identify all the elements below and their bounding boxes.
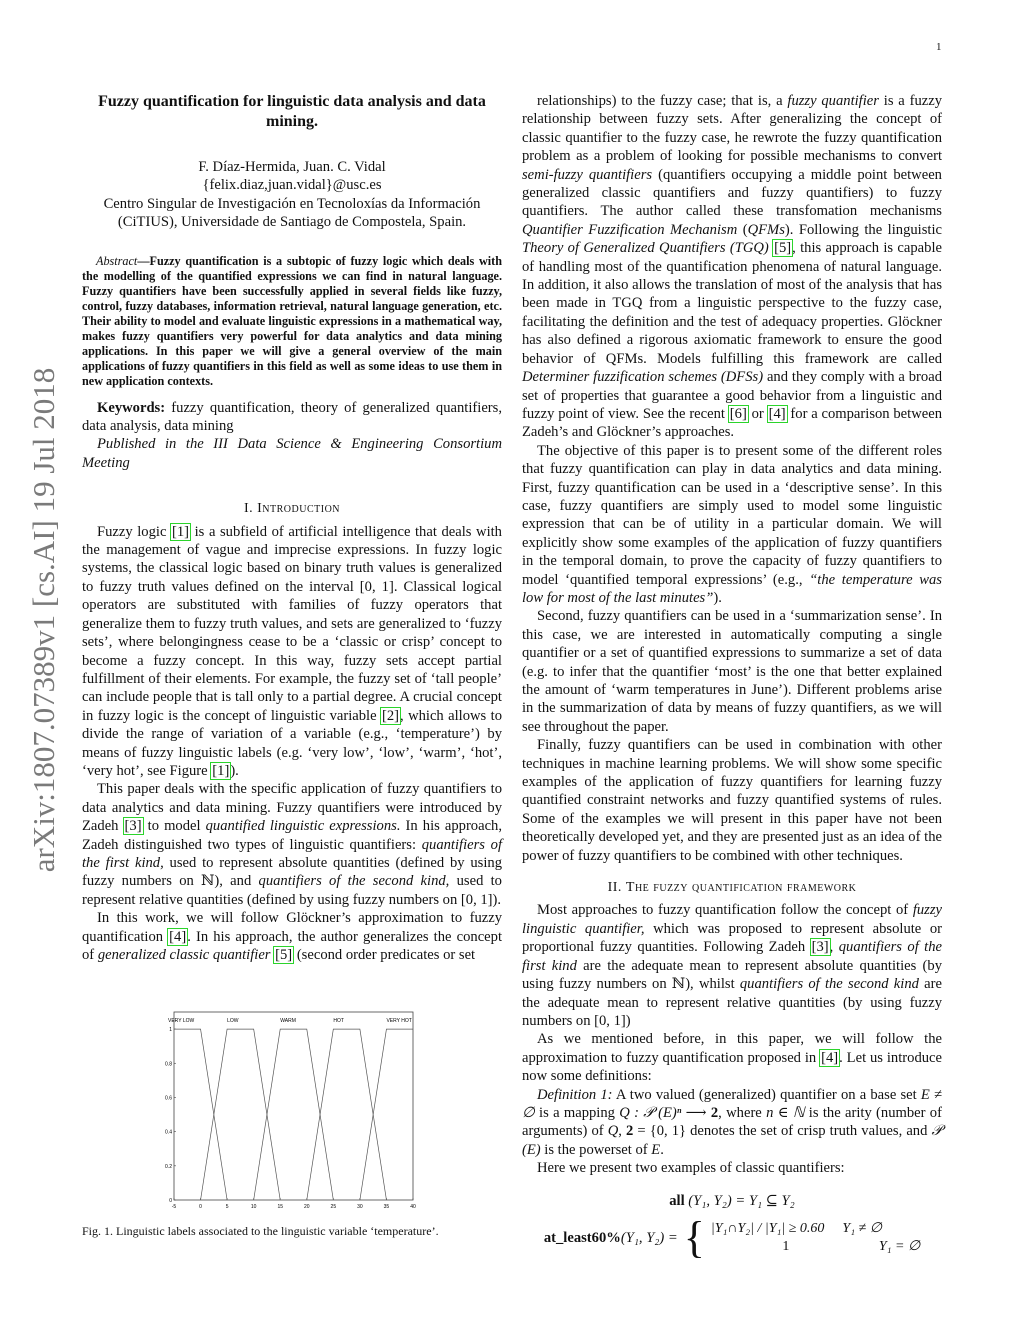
- text-run: fuzzy linguistic quantifier,: [522, 902, 942, 937]
- text-run: (second order predicates or set: [293, 947, 476, 963]
- paragraph: [82, 909, 502, 964]
- x-tick-label: 20: [303, 1204, 310, 1210]
- text-run: relationships) to the fuzzy case; that is, a: [537, 93, 788, 109]
- text-run: n ∈ ℕ: [766, 1104, 805, 1121]
- text-run: quantified linguistic expressions.: [205, 818, 401, 835]
- section-heading-introduction: [82, 500, 502, 518]
- text-run: = {0, 1} denotes the set of crisp truth values, and: [633, 1123, 932, 1140]
- text-run: quantifiers of the first kind: [522, 939, 943, 974]
- text-run: . Let us introduce now some definitions:: [522, 1049, 942, 1085]
- authors: F. Díaz-Hermida, Juan. C. Vidal: [198, 159, 386, 175]
- text-run: Finally, fuzzy quantifiers can be used in combination with other techniques in machine learning problems. We will show some specific examples of the application of fuzzy quantifiers for learning fuzzy quantified constraint networks and fuzzy quantified systems of rules. Some of the examples we will present in this paper have not been theoretically developed yet, and they are presented just as an idea of the power of fuzzy quantifiers to be combined with other techniques.: [522, 737, 942, 864]
- plot-frame: [174, 1012, 413, 1200]
- text-run: Keywords:: [97, 399, 166, 416]
- text-run: is a fuzzy relationship between fuzzy sets. After generalizing the concept of classic quantifier to the fuzzy case, he rewrote the fuzzy quantification problem as a problem of looking for possible mechanisms to convert: [522, 93, 942, 165]
- text-run: “the temperature was low for most of the last minutes”: [522, 571, 942, 606]
- text-run: Most approaches to fuzzy quantification follow the concept of: [537, 902, 913, 919]
- text-run: quantifiers of the second kind,: [258, 873, 450, 890]
- text-run: Here we present two examples of classic quantifiers:: [537, 1160, 845, 1177]
- x-tick-label: 0: [199, 1204, 202, 1210]
- text-run: quantifiers of the second kind: [739, 976, 919, 993]
- text-run: Determiner fuzzification schemes (DFSs): [522, 369, 764, 386]
- text-run: Quantifier Fuzzification Mechanism: [522, 221, 738, 238]
- text-run: —Fuzzy quantification is a subtopic of fuzzy logic which deals with the modelling of the quantified expressions we can find in natural language. Fuzzy quantifiers have been successfully applied in several fields like fuzzy, control, fuzzy databases, information retrieval, natural language generation, etc. Their ability to model and evaluate linguistic expressions in a mathematical way, makes fuzzy quantifiers very powerful for data analytics and data mining applications. In this paper we will give a general overview of the main applications of fuzzy quantifiers in this field as well as some ideas to use them in new application contexts.: [82, 253, 502, 388]
- text-run: Second, fuzzy quantifiers can be used in a ‘summarization sense’. In this case, we are interested in automatically computing a single quantifier or a set of quantified expressions to summarize a set of data (e.g. to infer that the quantifier ‘most’ is the one that better explained the amount of ‘warm temperatures in June’). Different problems arise in the summarization of data by means of fuzzy quantifiers, as we will see throughout the paper.: [522, 608, 942, 735]
- series-line-very-hot: [360, 1029, 413, 1200]
- equation-at-least: [522, 1212, 942, 1262]
- case-condition: Y₁ = ∅: [878, 1238, 921, 1254]
- text-run: In this work, we will follow Glöckner’s approximation to fuzzy quantification: [82, 910, 502, 945]
- paragraph: [82, 523, 502, 781]
- citation-link[interactable]: [6]: [729, 405, 747, 422]
- y-tick-label: 0.8: [165, 1061, 172, 1068]
- paragraph: [522, 92, 942, 442]
- section-number: I.: [243, 501, 258, 517]
- text-run: Published in the III Data Science & Engineering Consortium Meeting: [82, 436, 502, 471]
- citation-link[interactable]: [4]: [169, 928, 187, 945]
- series-line-very-low: [174, 1029, 227, 1200]
- text-run: 2: [626, 1123, 634, 1140]
- text-run: fuzzy quantification, theory of generalized quantifiers, data analysis, data mining: [82, 399, 502, 435]
- paper-title: Fuzzy quantification for linguistic data analysis and data mining.: [98, 93, 486, 130]
- text-run: , this approach is capable of handling most of the quantification phenomena of natural language. In addition, it also allows the translation of most of the analysis that has been made in TGQ from a linguistic perspective to the fuzzy case, facilitating the definition and the test of adequacy properties. Glöckner has also defined a rigorous axiomatic framework to ensure the good behavior of QFMs. Models fulfilling this framework are called: [522, 240, 942, 367]
- intro-body: [82, 523, 502, 965]
- citation-link[interactable]: [4]: [821, 1049, 839, 1066]
- right-body-2: [522, 901, 942, 1177]
- published-note: [82, 435, 502, 472]
- arxiv-stamp: arXiv:1807.07389v1 [cs.AI] 19 Jul 2018: [26, 367, 61, 873]
- case-value: 1: [782, 1238, 790, 1254]
- text-run: semi-fuzzy quantifiers: [522, 166, 653, 183]
- section-title: Introduction: [257, 501, 341, 517]
- paragraph: [522, 442, 942, 608]
- text-run: (quantifiers occupying a middle point between generalized classic quantifiers and fuzzy quantifiers) to fuzzy quantifiers. The author called these transfomation mechanisms: [522, 166, 942, 220]
- text-run: QFMs: [747, 221, 785, 238]
- text-run: quantifiers of the first kind,: [82, 836, 502, 871]
- text-run: are the adequate mean to represent absolute quantities (by using fuzzy numbers on ℕ), whilst: [522, 957, 942, 993]
- text-run: , where: [718, 1104, 767, 1121]
- left-column: [82, 92, 502, 964]
- case-value: |Y₁∩Y₂| / |Y₁| ≥ 0.60: [710, 1220, 825, 1236]
- text-run: Abstract: [96, 253, 138, 268]
- x-tick-label: 10: [250, 1204, 257, 1210]
- brace: {: [683, 1212, 705, 1262]
- text-run: which was proposed to represent absolute or proportional fuzzy quantities. Following Zadeh: [522, 920, 943, 956]
- cases: [711, 1220, 920, 1257]
- figure-caption: Fig. 1. Linguistic labels associated to the linguistic variable ‘temperature’.: [82, 1224, 439, 1238]
- x-tick-label: 35: [383, 1204, 390, 1210]
- page-number: 1: [936, 41, 942, 53]
- text-run: E ≠ ∅: [522, 1086, 942, 1121]
- x-tick-label: 40: [410, 1204, 416, 1210]
- text-run: to model: [142, 818, 206, 835]
- quantifier-name: all: [669, 1192, 685, 1209]
- x-tick-label: -5: [171, 1204, 177, 1210]
- series-line-hot: [307, 1029, 387, 1200]
- x-tick-label: 30: [357, 1204, 363, 1210]
- section-number: II.: [607, 880, 626, 896]
- citation-link[interactable]: [4]: [768, 405, 786, 422]
- text-run: Q : 𝒫 (E)ⁿ ⟶: [619, 1104, 711, 1121]
- text-run: 𝒫 (E): [522, 1123, 943, 1158]
- paragraph: [522, 736, 942, 865]
- affiliation-line-2: (CiTIUS), Universidade de Santiago de Compostela, Spain.: [117, 214, 467, 231]
- y-tick-label: 1: [169, 1027, 172, 1034]
- text-run: . In his approach, the author generalizes the concept of: [82, 928, 502, 963]
- quantifier-name: at_least60%: [543, 1229, 621, 1246]
- equation-lhs: (Y₁, Y₂) =: [620, 1229, 678, 1246]
- text-run: used to represent absolute quantities (defined by using fuzzy numbers on ℕ), and: [82, 854, 502, 890]
- text-run: , which allows to divide the range of variation of a variable (e.g., ‘temperature’) by means of fuzzy linguistic labels (e.g. ‘very low’, ‘low’, ‘warm’, ‘hot’, ‘very hot’, see Figure: [82, 707, 502, 779]
- right-body-1: [522, 92, 942, 865]
- section-title: The fuzzy quantification framework: [625, 880, 857, 896]
- text-run: generalized classic quantifier: [97, 947, 271, 963]
- text-run: or: [747, 405, 768, 422]
- paragraph: [522, 607, 942, 736]
- text-run: is a subfield of artificial intelligence that deals with the management of vague and imprecise expressions. In fuzzy logic systems, the classical logic based on binary truth values is generalized to fuzzy truth values defined on the interval [0, 1]. Classical logical operators are substituted with families of fuzzy operators that generalize them to fuzzy truth values, and sets are generalized to ‘fuzzy sets’, where belongingness cease to be a ‘classic or crisp’ concept to become a fuzzy concept. In this way, fuzzy sets accept partial fulfillment of their elements. For example, the fuzzy set of ‘tall people’ can include people that is tall only to a partial degree. A crucial concept in fuzzy logic is the concept of linguistic variable: [82, 523, 502, 724]
- text-run: (: [737, 221, 748, 238]
- section-heading-framework: [522, 879, 942, 897]
- text-run: The objective of this paper is to present some of the different roles that fuzzy quantification can play in data analytics and data mining. First, fuzzy quantification can be used in a ‘descriptive sense’. In this case, fuzzy quantifiers are simply used to model some linguistic expression that can be of utility in a particular domain. We will explicitly show some examples of the application of fuzzy quantifiers in the temporal domain, to prove the capacity of fuzzy quantifiers to model ‘quantified temporal expressions’ (e.g.,: [522, 442, 942, 588]
- text-run: As we mentioned before, in this paper, we will follow the approximation to fuzzy quantification proposed in: [522, 1031, 942, 1066]
- text-run: ).: [230, 762, 239, 779]
- text-run: ,: [618, 1123, 626, 1140]
- text-run: Definition 1:: [537, 1086, 613, 1103]
- text-run: is the powerset of: [540, 1141, 652, 1158]
- x-tick-label: 5: [225, 1204, 229, 1210]
- citation-link[interactable]: [1]: [212, 762, 230, 779]
- y-tick-label: 0.2: [165, 1163, 172, 1170]
- equation-rhs: (Y₁, Y₂) = Y₁ ⊆ Y₂: [684, 1192, 795, 1209]
- paragraph: [522, 901, 942, 1030]
- abstract: [82, 254, 502, 389]
- y-tick-label: 0.6: [165, 1095, 172, 1102]
- keywords: [82, 399, 502, 436]
- text-run: used to represent relative quantities (defined by using fuzzy numbers on [0, 1]).: [82, 873, 502, 908]
- text-run: ).: [713, 589, 722, 606]
- paragraph: [522, 1030, 942, 1085]
- text-run: Theory of Generalized Quantifiers (TGQ): [522, 240, 769, 257]
- membership-function-chart: [160, 1005, 430, 1215]
- paragraph: [522, 1159, 942, 1177]
- text-run: is the arity (number of arguments) of: [522, 1104, 942, 1140]
- citation-link[interactable]: [3]: [811, 939, 829, 956]
- y-tick-label: 0.4: [165, 1129, 172, 1136]
- text-run: E: [651, 1141, 661, 1158]
- citation-link[interactable]: [2]: [381, 707, 400, 724]
- text-run: fuzzy quantifier: [787, 93, 879, 109]
- series-label: WARM: [280, 1018, 296, 1025]
- text-run: Fuzzy logic: [97, 523, 172, 540]
- affiliation-line-1: Centro Singular de Investigación en Tecnoloxías da Información: [103, 195, 481, 212]
- x-tick-label: 25: [330, 1204, 337, 1210]
- text-run: are the adequate mean to represent relative quantities (by using fuzzy numbers on [0, 1]): [522, 976, 942, 1029]
- text-run: In his approach, Zadeh distinguished two types of linguistic quantifiers:: [82, 818, 502, 853]
- equation-all: [522, 1192, 942, 1210]
- x-tick-label: 15: [277, 1204, 284, 1210]
- text-run: A two valued (generalized) quantifier on a base set: [612, 1086, 921, 1103]
- text-run: Q: [607, 1123, 619, 1140]
- paragraph: [82, 780, 502, 909]
- case-condition: Y₁ ≠ ∅: [842, 1220, 882, 1236]
- emails: {felix.diaz,juan.vidal}@usc.es: [202, 177, 382, 194]
- citation-link[interactable]: [5]: [275, 947, 293, 963]
- text-run: ). Following the linguistic: [784, 221, 942, 238]
- series-label: HOT: [333, 1018, 344, 1025]
- series-label: VERY LOW: [168, 1018, 195, 1025]
- text-run: is a mapping: [534, 1104, 620, 1121]
- series-label: VERY HOT: [386, 1018, 412, 1025]
- y-tick-label: 0: [169, 1198, 172, 1204]
- series-line-warm: [254, 1029, 334, 1200]
- text-run: for a comparison between Zadeh’s and Glöckner’s approaches.: [522, 405, 943, 441]
- citation-link[interactable]: [1]: [172, 523, 190, 540]
- paragraph: [522, 1086, 942, 1160]
- series-line-low: [201, 1029, 281, 1200]
- series-label: LOW: [227, 1018, 239, 1025]
- citation-link[interactable]: [3]: [124, 818, 142, 835]
- text-run: .: [660, 1141, 664, 1158]
- right-column: [522, 92, 942, 1260]
- text-run: ,: [829, 939, 839, 956]
- text-run: This paper deals with the specific application of fuzzy quantifiers to data analytics and data mining. Fuzzy quantifiers were introduced by Zadeh: [82, 781, 502, 835]
- text-run: and they comply with a broad set of properties that guarantee a good behavior from a linguistic and fuzzy point of view. See the recent: [522, 369, 942, 422]
- citation-link[interactable]: [5]: [774, 240, 792, 257]
- text-run: 2: [710, 1104, 719, 1121]
